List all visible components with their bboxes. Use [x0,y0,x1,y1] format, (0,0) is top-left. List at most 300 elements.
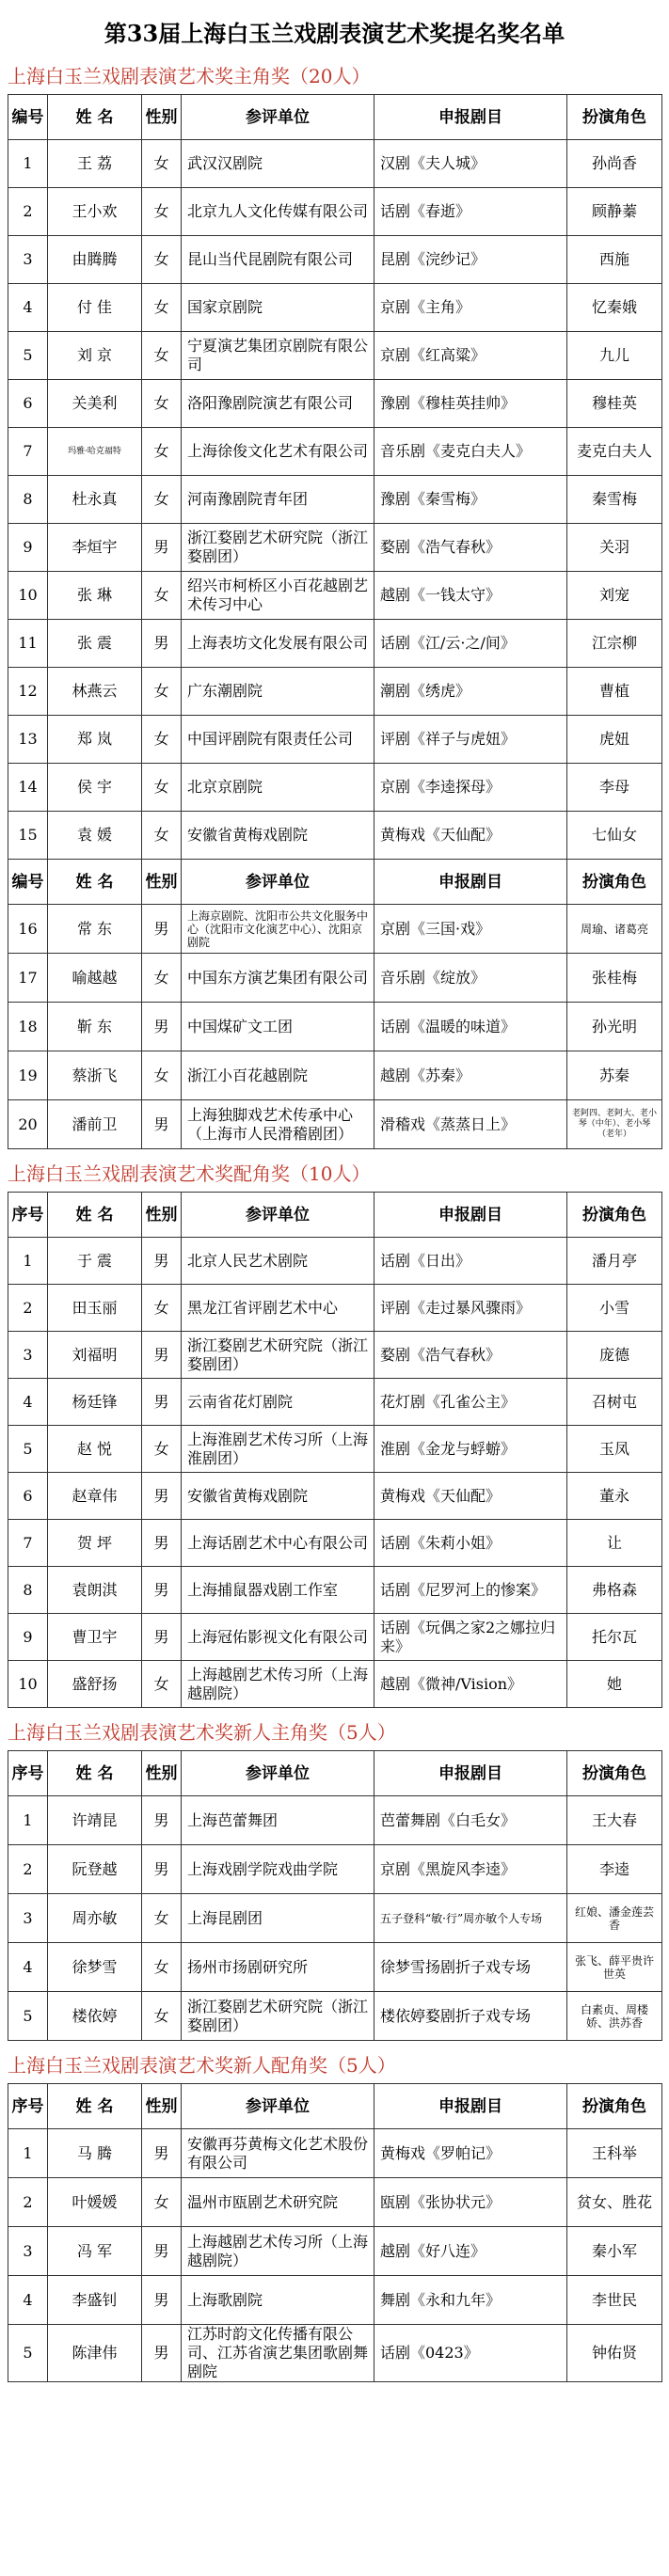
award-section [0,1717,669,2041]
cell-play: 话剧《温暖的味道》 [374,1003,567,1051]
cell-no: 2 [8,1845,48,1894]
cell-no: 18 [8,1003,48,1051]
cell-role: 潘月亭 [567,1238,662,1285]
cell-name: 楼依婷 [48,1992,142,2041]
cell-unit: 温州市瓯剧艺术研究院 [182,2178,374,2227]
cell-role: 小雪 [567,1285,662,1332]
cell-play: 滑稽戏《蒸蒸日上》 [374,1100,567,1149]
cell-name: 由腾腾 [48,236,142,284]
table-row [8,236,662,284]
cell-unit: 昆山当代昆剧院有限公司 [182,236,374,284]
cell-play: 越剧《一钱太守》 [374,572,567,620]
cell-unit: 广东潮剧院 [182,668,374,716]
cell-name: 叶媛媛 [48,2178,142,2227]
cell-unit: 河南豫剧院青年团 [182,476,374,524]
cell-name: 阮登越 [48,1845,142,1894]
cell-no: 15 [8,812,48,860]
table-row [8,188,662,236]
cell-role: 庞德 [567,1332,662,1379]
cell-role: 麦克白夫人 [567,428,662,476]
table-row [8,1567,662,1614]
cell-name: 喻越越 [48,954,142,1003]
cell-unit: 上海淮剧艺术传习所（上海淮剧团） [182,1426,374,1473]
cell-play: 话剧《朱莉小姐》 [374,1520,567,1567]
table-row [8,2129,662,2178]
nominee-table [8,1750,662,2041]
cell-sex: 男 [142,1845,182,1894]
cell-sex: 男 [142,1567,182,1614]
cell-sex: 男 [142,1614,182,1661]
cell-play: 话剧《0423》 [374,2325,567,2382]
cell-role: 弗格森 [567,1567,662,1614]
cell-name: 刘福明 [48,1332,142,1379]
table-row [8,1661,662,1708]
table-row [8,284,662,332]
cell-play: 五子登科“敏·行”周亦敏个人专场 [374,1894,567,1943]
table-header-row [8,1193,662,1238]
cell-name: 袁 媛 [48,812,142,860]
table-row [8,476,662,524]
sections-container [0,61,669,2382]
table-row [8,2325,662,2382]
table-row [8,2178,662,2227]
cell-role: 董永 [567,1473,662,1520]
cell-play: 黄梅戏《天仙配》 [374,812,567,860]
cell-name: 蔡浙飞 [48,1051,142,1100]
cell-role: 七仙女 [567,812,662,860]
header-no: 编号 [8,860,48,905]
nominee-table [8,1192,662,1708]
cell-role: 穆桂英 [567,380,662,428]
cell-no: 4 [8,2276,48,2325]
cell-name: 陈津伟 [48,2325,142,2382]
cell-name: 曹卫宇 [48,1614,142,1661]
cell-role: 虎妞 [567,716,662,764]
table-row [8,812,662,860]
cell-unit: 上海戏剧学院戏曲学院 [182,1845,374,1894]
cell-no: 1 [8,1238,48,1285]
table-row [8,1285,662,1332]
cell-sex: 女 [142,476,182,524]
section-title: 上海白玉兰戏剧表演艺术奖新人配角奖（5人） [8,2054,396,2077]
cell-name: 郑 岚 [48,716,142,764]
header-no: 编号 [8,95,48,140]
header-name: 姓 名 [48,860,142,905]
cell-no: 19 [8,1051,48,1100]
cell-sex: 女 [142,1661,182,1708]
cell-play: 黄梅戏《天仙配》 [374,1473,567,1520]
cell-unit: 黑龙江省评剧艺术中心 [182,1285,374,1332]
cell-role: 李母 [567,764,662,812]
table-row [8,1473,662,1520]
header-sex: 性别 [142,2084,182,2129]
cell-play: 黄梅戏《罗帕记》 [374,2129,567,2178]
cell-no: 4 [8,1379,48,1426]
cell-play: 话剧《春逝》 [374,188,567,236]
cell-name: 袁朗淇 [48,1567,142,1614]
table-row [8,905,662,954]
cell-name: 靳 东 [48,1003,142,1051]
table-row [8,380,662,428]
table-row [8,716,662,764]
cell-no: 6 [8,380,48,428]
cell-no: 3 [8,1894,48,1943]
cell-no: 10 [8,1661,48,1708]
header-sex: 性别 [142,1751,182,1796]
header-sex: 性别 [142,95,182,140]
header-role: 扮演角色 [567,1751,662,1796]
cell-unit: 浙江婺剧艺术研究院（浙江婺剧团） [182,1992,374,2041]
table-row [8,572,662,620]
cell-sex: 女 [142,188,182,236]
cell-no: 1 [8,140,48,188]
cell-name: 张 琳 [48,572,142,620]
cell-no: 3 [8,236,48,284]
table-row [8,524,662,572]
header-play: 申报剧目 [374,860,567,905]
cell-role: 白素贞、周楼娇、洪苏香 [567,1992,662,2041]
header-unit: 参评单位 [182,860,374,905]
table-row [8,2227,662,2276]
cell-sex: 女 [142,716,182,764]
cell-role: 玉凤 [567,1426,662,1473]
cell-name: 冯 军 [48,2227,142,2276]
cell-play: 婺剧《浩气春秋》 [374,524,567,572]
cell-sex: 女 [142,812,182,860]
header-play: 申报剧目 [374,1751,567,1796]
cell-play: 瓯剧《张协状元》 [374,2178,567,2227]
cell-unit: 浙江婺剧艺术研究院（浙江婺剧团） [182,1332,374,1379]
header-sex: 性别 [142,1193,182,1238]
nominee-table [8,2083,662,2382]
cell-sex: 女 [142,954,182,1003]
cell-role: 秦雪梅 [567,476,662,524]
cell-play: 婺剧《浩气春秋》 [374,1332,567,1379]
cell-unit: 洛阳豫剧院演艺有限公司 [182,380,374,428]
cell-unit: 安徽再芬黄梅文化艺术股份有限公司 [182,2129,374,2178]
section-title: 上海白玉兰戏剧表演艺术奖配角奖（10人） [8,1162,371,1185]
cell-play: 话剧《日出》 [374,1238,567,1285]
cell-name: 玛雅·哈克福特 [48,428,142,476]
cell-sex: 男 [142,2276,182,2325]
header-play: 申报剧目 [374,1193,567,1238]
cell-no: 10 [8,572,48,620]
cell-play: 汉剧《夫人城》 [374,140,567,188]
cell-unit: 中国煤矿文工团 [182,1003,374,1051]
cell-sex: 女 [142,1051,182,1100]
header-role: 扮演角色 [567,95,662,140]
table-row [8,1520,662,1567]
cell-play: 话剧《江/云·之/间》 [374,620,567,668]
cell-play: 芭蕾舞剧《白毛女》 [374,1796,567,1845]
cell-no: 8 [8,1567,48,1614]
cell-name: 李盛钊 [48,2276,142,2325]
cell-sex: 男 [142,1100,182,1149]
table-row [8,1992,662,2041]
cell-role: 苏秦 [567,1051,662,1100]
cell-unit: 浙江小百花越剧院 [182,1051,374,1100]
table-row [8,2276,662,2325]
cell-role: 让 [567,1520,662,1567]
header-name: 姓 名 [48,1193,142,1238]
cell-role: 托尔瓦 [567,1614,662,1661]
cell-play: 京剧《李逵探母》 [374,764,567,812]
cell-name: 侯 宇 [48,764,142,812]
cell-name: 林燕云 [48,668,142,716]
cell-no: 6 [8,1473,48,1520]
cell-sex: 女 [142,140,182,188]
table-header-row [8,95,662,140]
header-name: 姓 名 [48,2084,142,2129]
cell-play: 舞剧《永和九年》 [374,2276,567,2325]
cell-sex: 女 [142,572,182,620]
cell-play: 音乐剧《绽放》 [374,954,567,1003]
cell-play: 音乐剧《麦克白夫人》 [374,428,567,476]
cell-sex: 男 [142,905,182,954]
cell-no: 5 [8,1992,48,2041]
cell-unit: 中国评剧院有限责任公司 [182,716,374,764]
table-row [8,140,662,188]
table-row [8,668,662,716]
cell-unit: 江苏时韵文化传播有限公司、江苏省演艺集团歌剧舞剧院 [182,2325,374,2382]
cell-unit: 武汉汉剧院 [182,140,374,188]
header-unit: 参评单位 [182,2084,374,2129]
cell-no: 2 [8,2178,48,2227]
header-unit: 参评单位 [182,1193,374,1238]
cell-name: 王 荔 [48,140,142,188]
table-row [8,620,662,668]
cell-role: 秦小军 [567,2227,662,2276]
cell-role: 李世民 [567,2276,662,2325]
cell-play: 淮剧《金龙与蜉蝣》 [374,1426,567,1473]
cell-unit: 安徽省黄梅戏剧院 [182,1473,374,1520]
cell-role: 周瑜、诸葛亮 [567,905,662,954]
cell-role: 刘宠 [567,572,662,620]
header-role: 扮演角色 [567,2084,662,2129]
cell-play: 豫剧《穆桂英挂帅》 [374,380,567,428]
cell-unit: 绍兴市柯桥区小百花越剧艺术传习中心 [182,572,374,620]
cell-name: 杨廷锋 [48,1379,142,1426]
cell-name: 王小欢 [48,188,142,236]
cell-no: 4 [8,284,48,332]
cell-play: 豫剧《秦雪梅》 [374,476,567,524]
cell-name: 于 震 [48,1238,142,1285]
cell-role: 关羽 [567,524,662,572]
cell-role: 曹植 [567,668,662,716]
cell-unit: 北京京剧院 [182,764,374,812]
cell-play: 京剧《红高粱》 [374,332,567,380]
cell-no: 3 [8,1332,48,1379]
cell-sex: 男 [142,1003,182,1051]
table-row [8,1379,662,1426]
cell-sex: 女 [142,764,182,812]
cell-role: 孙光明 [567,1003,662,1051]
cell-no: 1 [8,2129,48,2178]
cell-role: 顾静蓁 [567,188,662,236]
header-play: 申报剧目 [374,2084,567,2129]
table-header-row [8,2084,662,2129]
cell-unit: 北京九人文化传媒有限公司 [182,188,374,236]
table-row [8,1051,662,1100]
cell-sex: 女 [142,236,182,284]
cell-play: 话剧《玩偶之家2之娜拉归来》 [374,1614,567,1661]
table-row [8,1332,662,1379]
cell-role: 张飞、薛平贵许世英 [567,1943,662,1992]
header-no: 序号 [8,1751,48,1796]
cell-name: 徐梦雪 [48,1943,142,1992]
cell-no: 5 [8,2325,48,2382]
cell-no: 1 [8,1796,48,1845]
table-row [8,764,662,812]
cell-unit: 上海芭蕾舞团 [182,1796,374,1845]
cell-sex: 男 [142,1473,182,1520]
cell-name: 赵章伟 [48,1473,142,1520]
cell-unit: 北京人民艺术剧院 [182,1238,374,1285]
cell-role: 张桂梅 [567,954,662,1003]
cell-name: 付 佳 [48,284,142,332]
award-section [0,61,669,1149]
cell-sex: 男 [142,1332,182,1379]
cell-unit: 上海京剧院、沈阳市公共文化服务中心（沈阳市文化演艺中心）、沈阳京剧院 [182,905,374,954]
table-row [8,1100,662,1149]
table-row [8,1238,662,1285]
cell-no: 2 [8,188,48,236]
cell-play: 越剧《好八连》 [374,2227,567,2276]
cell-name: 盛舒扬 [48,1661,142,1708]
cell-sex: 女 [142,1992,182,2041]
cell-role: 王科举 [567,2129,662,2178]
cell-no: 16 [8,905,48,954]
cell-name: 周亦敏 [48,1894,142,1943]
cell-sex: 男 [142,2227,182,2276]
cell-role: 江宗柳 [567,620,662,668]
cell-no: 7 [8,1520,48,1567]
cell-unit: 中国东方演艺集团有限公司 [182,954,374,1003]
cell-role: 钟佑贤 [567,2325,662,2382]
header-unit: 参评单位 [182,1751,374,1796]
cell-sex: 女 [142,1943,182,1992]
header-sex: 性别 [142,860,182,905]
section-title: 上海白玉兰戏剧表演艺术奖主角奖（20人） [8,65,371,87]
cell-unit: 上海捕鼠器戏剧工作室 [182,1567,374,1614]
cell-no: 11 [8,620,48,668]
table-row [8,1614,662,1661]
cell-no: 13 [8,716,48,764]
cell-role: 孙尚香 [567,140,662,188]
table-row [8,428,662,476]
cell-sex: 女 [142,380,182,428]
table-row [8,954,662,1003]
header-role: 扮演角色 [567,1193,662,1238]
cell-name: 贺 坪 [48,1520,142,1567]
cell-name: 田玉丽 [48,1285,142,1332]
header-name: 姓 名 [48,1751,142,1796]
cell-no: 12 [8,668,48,716]
cell-sex: 女 [142,1285,182,1332]
header-play: 申报剧目 [374,95,567,140]
cell-unit: 扬州市扬剧研究所 [182,1943,374,1992]
cell-unit: 上海独脚戏艺术传承中心（上海市人民滑稽剧团） [182,1100,374,1149]
cell-play: 徐梦雪扬剧折子戏专场 [374,1943,567,1992]
cell-unit: 上海歌剧院 [182,2276,374,2325]
cell-unit: 上海越剧艺术传习所（上海越剧院） [182,2227,374,2276]
cell-no: 9 [8,1614,48,1661]
cell-role: 召树屯 [567,1379,662,1426]
cell-name: 杜永真 [48,476,142,524]
cell-no: 8 [8,476,48,524]
cell-play: 京剧《黑旋风李逵》 [374,1845,567,1894]
table-header-row [8,1751,662,1796]
cell-unit: 宁夏演艺集团京剧院有限公司 [182,332,374,380]
cell-play: 花灯剧《孔雀公主》 [374,1379,567,1426]
table-row [8,1894,662,1943]
table-row [8,1003,662,1051]
table-row [8,1426,662,1473]
cell-role: 红娘、潘金莲芸香 [567,1894,662,1943]
cell-name: 赵 悦 [48,1426,142,1473]
cell-role: 忆秦娥 [567,284,662,332]
cell-sex: 女 [142,332,182,380]
cell-sex: 男 [142,1520,182,1567]
cell-play: 楼依婷婺剧折子戏专场 [374,1992,567,2041]
cell-unit: 上海徐俊文化艺术有限公司 [182,428,374,476]
cell-sex: 男 [142,1796,182,1845]
section-title: 上海白玉兰戏剧表演艺术奖新人主角奖（5人） [8,1721,396,1744]
cell-unit: 浙江婺剧艺术研究院（浙江婺剧团） [182,524,374,572]
table-row [8,332,662,380]
cell-no: 3 [8,2227,48,2276]
cell-play: 潮剧《绣虎》 [374,668,567,716]
cell-play: 评剧《走过暴风骤雨》 [374,1285,567,1332]
cell-name: 刘 京 [48,332,142,380]
table-row [8,1845,662,1894]
cell-sex: 男 [142,1238,182,1285]
cell-unit: 上海越剧艺术传习所（上海越剧院） [182,1661,374,1708]
cell-no: 9 [8,524,48,572]
cell-unit: 上海话剧艺术中心有限公司 [182,1520,374,1567]
cell-sex: 女 [142,1894,182,1943]
award-section [0,1159,669,1708]
document-title: 第33届上海白玉兰戏剧表演艺术奖提名奖名单 [104,20,565,47]
header-unit: 参评单位 [182,95,374,140]
cell-sex: 男 [142,524,182,572]
cell-role: 李逵 [567,1845,662,1894]
cell-play: 话剧《尼罗河上的惨案》 [374,1567,567,1614]
cell-no: 2 [8,1285,48,1332]
cell-unit: 国家京剧院 [182,284,374,332]
header-name: 姓 名 [48,95,142,140]
cell-sex: 女 [142,428,182,476]
cell-sex: 男 [142,620,182,668]
cell-unit: 上海表坊文化发展有限公司 [182,620,374,668]
cell-play: 京剧《主角》 [374,284,567,332]
table-row [8,1943,662,1992]
cell-no: 5 [8,1426,48,1473]
cell-unit: 安徽省黄梅戏剧院 [182,812,374,860]
cell-name: 关美利 [48,380,142,428]
cell-sex: 女 [142,1426,182,1473]
cell-role: 九儿 [567,332,662,380]
cell-play: 京剧《三国·戏》 [374,905,567,954]
cell-unit: 云南省花灯剧院 [182,1379,374,1426]
cell-name: 马 腾 [48,2129,142,2178]
cell-name: 潘前卫 [48,1100,142,1149]
cell-sex: 女 [142,668,182,716]
cell-no: 17 [8,954,48,1003]
header-role: 扮演角色 [567,860,662,905]
cell-no: 4 [8,1943,48,1992]
cell-play: 越剧《微神/Vision》 [374,1661,567,1708]
